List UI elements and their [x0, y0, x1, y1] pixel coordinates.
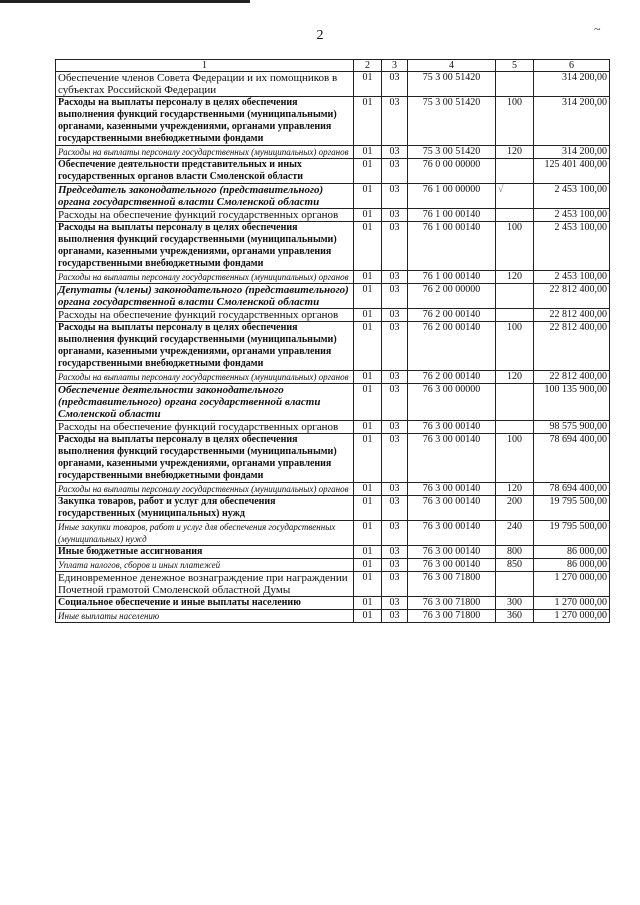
row-target-code: 75 3 00 51420 — [408, 97, 496, 146]
row-target-code: 76 1 00 00140 — [408, 271, 496, 284]
table-row — [56, 421, 610, 434]
row-name: Расходы на выплаты персоналу государственных (муниципальных) органов — [56, 483, 354, 496]
row-expense-type: 120 — [496, 271, 534, 284]
table-row — [56, 159, 610, 184]
row-amount: 125 401 400,00 — [534, 159, 610, 184]
row-section: 01 — [354, 97, 382, 146]
row-amount: 22 812 400,00 — [534, 284, 610, 309]
row-target-code: 76 1 00 00140 — [408, 222, 496, 271]
row-target-code: 76 3 00 00000 — [408, 384, 496, 421]
row-section: 01 — [354, 434, 382, 483]
row-subsection: 03 — [382, 521, 408, 546]
row-subsection: 03 — [382, 371, 408, 384]
table-row — [56, 371, 610, 384]
row-target-code: 76 2 00 00140 — [408, 309, 496, 322]
row-target-code: 76 3 00 00140 — [408, 421, 496, 434]
row-expense-type: 800 — [496, 546, 534, 559]
row-name: Расходы на обеспечение функций государственных органов — [56, 421, 354, 434]
row-expense-type — [496, 309, 534, 322]
header-col-4: 4 — [408, 60, 496, 72]
row-subsection: 03 — [382, 72, 408, 97]
row-name: Обеспечение членов Совета Федерации и их помощников в субъектах Российской Федерации — [56, 72, 354, 97]
row-target-code: 76 3 00 71800 — [408, 610, 496, 623]
table-row — [56, 434, 610, 483]
row-amount: 2 453 100,00 — [534, 184, 610, 209]
row-target-code: 76 3 00 00140 — [408, 434, 496, 483]
header-col-5: 5 — [496, 60, 534, 72]
row-target-code: 75 3 00 51420 — [408, 72, 496, 97]
row-name: Иные бюджетные ассигнования — [56, 546, 354, 559]
row-target-code: 76 3 00 00140 — [408, 496, 496, 521]
row-subsection: 03 — [382, 271, 408, 284]
table-row — [56, 597, 610, 610]
row-subsection: 03 — [382, 384, 408, 421]
row-name: Расходы на выплаты персоналу государственных (муниципальных) органов — [56, 371, 354, 384]
row-name: Расходы на выплаты персоналу государственных (муниципальных) органов — [56, 146, 354, 159]
row-name: Обеспечение деятельности представительных и иных государственных органов власти Смоленской области — [56, 159, 354, 184]
row-name: Расходы на выплаты персоналу государственных (муниципальных) органов — [56, 271, 354, 284]
row-section: 01 — [354, 284, 382, 309]
row-section: 01 — [354, 572, 382, 597]
row-expense-type: √ — [496, 184, 534, 209]
row-expense-type: 240 — [496, 521, 534, 546]
row-target-code: 76 3 00 00140 — [408, 546, 496, 559]
row-name: Закупка товаров, работ и услуг для обеспечения государственных (муниципальных) нужд — [56, 496, 354, 521]
row-name: Председатель законодательного (представительного) органа государственной власти Смоленской области — [56, 184, 354, 209]
row-subsection: 03 — [382, 222, 408, 271]
row-expense-type: 120 — [496, 146, 534, 159]
row-amount: 86 000,00 — [534, 546, 610, 559]
row-target-code: 76 2 00 00140 — [408, 371, 496, 384]
table-row — [56, 72, 610, 97]
row-amount: 22 812 400,00 — [534, 309, 610, 322]
row-subsection: 03 — [382, 209, 408, 222]
row-amount: 1 270 000,00 — [534, 597, 610, 610]
row-subsection: 03 — [382, 434, 408, 483]
table-row — [56, 271, 610, 284]
row-amount: 22 812 400,00 — [534, 371, 610, 384]
row-subsection: 03 — [382, 184, 408, 209]
row-amount: 86 000,00 — [534, 559, 610, 572]
row-subsection: 03 — [382, 559, 408, 572]
row-expense-type — [496, 72, 534, 97]
row-name: Расходы на обеспечение функций государственных органов — [56, 209, 354, 222]
row-target-code: 76 3 00 00140 — [408, 521, 496, 546]
row-section: 01 — [354, 559, 382, 572]
row-subsection: 03 — [382, 159, 408, 184]
row-section: 01 — [354, 421, 382, 434]
table-row — [56, 559, 610, 572]
row-name: Единовременное денежное вознаграждение при награждении Почетной грамотой Смоленской областной Думы — [56, 572, 354, 597]
row-amount: 100 135 900,00 — [534, 384, 610, 421]
row-name: Депутаты (члены) законодательного (представительного) органа государственной власти Смоленской области — [56, 284, 354, 309]
row-name: Иные выплаты населению — [56, 610, 354, 623]
row-name: Иные закупки товаров, работ и услуг для обеспечения государственных (муниципальных) нужд — [56, 521, 354, 546]
table-row — [56, 496, 610, 521]
row-amount: 314 200,00 — [534, 97, 610, 146]
table-row — [56, 146, 610, 159]
row-section: 01 — [354, 371, 382, 384]
row-section: 01 — [354, 222, 382, 271]
row-subsection: 03 — [382, 146, 408, 159]
table-row — [56, 483, 610, 496]
table-header-row — [56, 60, 610, 72]
row-target-code: 76 2 00 00140 — [408, 322, 496, 371]
row-amount: 1 270 000,00 — [534, 610, 610, 623]
header-col-3: 3 — [382, 60, 408, 72]
row-expense-type: 100 — [496, 322, 534, 371]
row-name: Расходы на выплаты персоналу в целях обеспечения выполнения функций государственными (муниципальными) органами, казенными учреждениями, органами управления государственными внебюджетными фондами — [56, 322, 354, 371]
row-section: 01 — [354, 384, 382, 421]
row-expense-type: 360 — [496, 610, 534, 623]
row-name: Обеспечение деятельности законодательного (представительного) органа государственной власти Смоленской области — [56, 384, 354, 421]
table-row — [56, 284, 610, 309]
row-section: 01 — [354, 209, 382, 222]
row-expense-type — [496, 159, 534, 184]
row-amount: 22 812 400,00 — [534, 322, 610, 371]
table-row — [56, 546, 610, 559]
row-expense-type: 120 — [496, 483, 534, 496]
row-subsection: 03 — [382, 496, 408, 521]
row-target-code: 76 3 00 00140 — [408, 559, 496, 572]
row-section: 01 — [354, 546, 382, 559]
row-name: Расходы на обеспечение функций государственных органов — [56, 309, 354, 322]
row-name: Расходы на выплаты персоналу в целях обеспечения выполнения функций государственными (муниципальными) органами, казенными учреждениями, органами управления государственными внебюджетными фондами — [56, 222, 354, 271]
row-subsection: 03 — [382, 284, 408, 309]
row-target-code: 76 1 00 00140 — [408, 209, 496, 222]
row-section: 01 — [354, 521, 382, 546]
row-subsection: 03 — [382, 322, 408, 371]
row-target-code: 75 3 00 51420 — [408, 146, 496, 159]
row-expense-type: 100 — [496, 222, 534, 271]
table-row — [56, 521, 610, 546]
row-section: 01 — [354, 610, 382, 623]
row-name: Расходы на выплаты персоналу в целях обеспечения выполнения функций государственными (муниципальными) органами, казенными учреждениями, органами управления государственными внебюджетными фондами — [56, 97, 354, 146]
header-col-6: 6 — [534, 60, 610, 72]
row-amount: 78 694 400,00 — [534, 434, 610, 483]
row-expense-type: 300 — [496, 597, 534, 610]
row-name: Социальное обеспечение и иные выплаты населению — [56, 597, 354, 610]
row-amount: 19 795 500,00 — [534, 521, 610, 546]
row-section: 01 — [354, 184, 382, 209]
row-expense-type — [496, 209, 534, 222]
table-row — [56, 309, 610, 322]
row-section: 01 — [354, 309, 382, 322]
row-target-code: 76 2 00 00000 — [408, 284, 496, 309]
table-row — [56, 209, 610, 222]
row-subsection: 03 — [382, 597, 408, 610]
row-expense-type: 120 — [496, 371, 534, 384]
row-section: 01 — [354, 271, 382, 284]
row-target-code: 76 3 00 71800 — [408, 597, 496, 610]
row-expense-type — [496, 284, 534, 309]
corner-mark: ~ — [594, 22, 601, 36]
row-subsection: 03 — [382, 309, 408, 322]
row-expense-type — [496, 384, 534, 421]
row-expense-type: 100 — [496, 434, 534, 483]
row-target-code: 76 1 00 00000 — [408, 184, 496, 209]
table-row — [56, 222, 610, 271]
table-row — [56, 184, 610, 209]
row-amount: 1 270 000,00 — [534, 572, 610, 597]
row-section: 01 — [354, 496, 382, 521]
row-subsection: 03 — [382, 97, 408, 146]
row-section: 01 — [354, 159, 382, 184]
row-expense-type: 200 — [496, 496, 534, 521]
row-expense-type: 850 — [496, 559, 534, 572]
row-amount: 314 200,00 — [534, 146, 610, 159]
row-name: Уплата налогов, сборов и иных платежей — [56, 559, 354, 572]
row-section: 01 — [354, 322, 382, 371]
row-subsection: 03 — [382, 421, 408, 434]
row-subsection: 03 — [382, 546, 408, 559]
header-col-1: 1 — [56, 60, 354, 72]
row-amount: 314 200,00 — [534, 72, 610, 97]
row-target-code: 76 0 00 00000 — [408, 159, 496, 184]
row-subsection: 03 — [382, 610, 408, 623]
row-subsection: 03 — [382, 572, 408, 597]
row-amount: 2 453 100,00 — [534, 271, 610, 284]
row-subsection: 03 — [382, 483, 408, 496]
row-expense-type — [496, 572, 534, 597]
row-name: Расходы на выплаты персоналу в целях обеспечения выполнения функций государственными (муниципальными) органами, казенными учреждениями, органами управления государственными внебюджетными фондами — [56, 434, 354, 483]
row-target-code: 76 3 00 71800 — [408, 572, 496, 597]
table-row — [56, 572, 610, 597]
row-amount: 98 575 900,00 — [534, 421, 610, 434]
row-section: 01 — [354, 483, 382, 496]
row-amount: 2 453 100,00 — [534, 209, 610, 222]
table-row — [56, 97, 610, 146]
row-expense-type: 100 — [496, 97, 534, 146]
table-row — [56, 322, 610, 371]
budget-table — [55, 59, 610, 623]
row-target-code: 76 3 00 00140 — [408, 483, 496, 496]
header-col-2: 2 — [354, 60, 382, 72]
row-section: 01 — [354, 72, 382, 97]
row-expense-type — [496, 421, 534, 434]
table-row — [56, 610, 610, 623]
row-amount: 78 694 400,00 — [534, 483, 610, 496]
row-amount: 2 453 100,00 — [534, 222, 610, 271]
top-rule — [0, 0, 250, 3]
page-number: 2 — [316, 28, 324, 43]
row-amount: 19 795 500,00 — [534, 496, 610, 521]
row-section: 01 — [354, 146, 382, 159]
row-section: 01 — [354, 597, 382, 610]
table-row — [56, 384, 610, 421]
